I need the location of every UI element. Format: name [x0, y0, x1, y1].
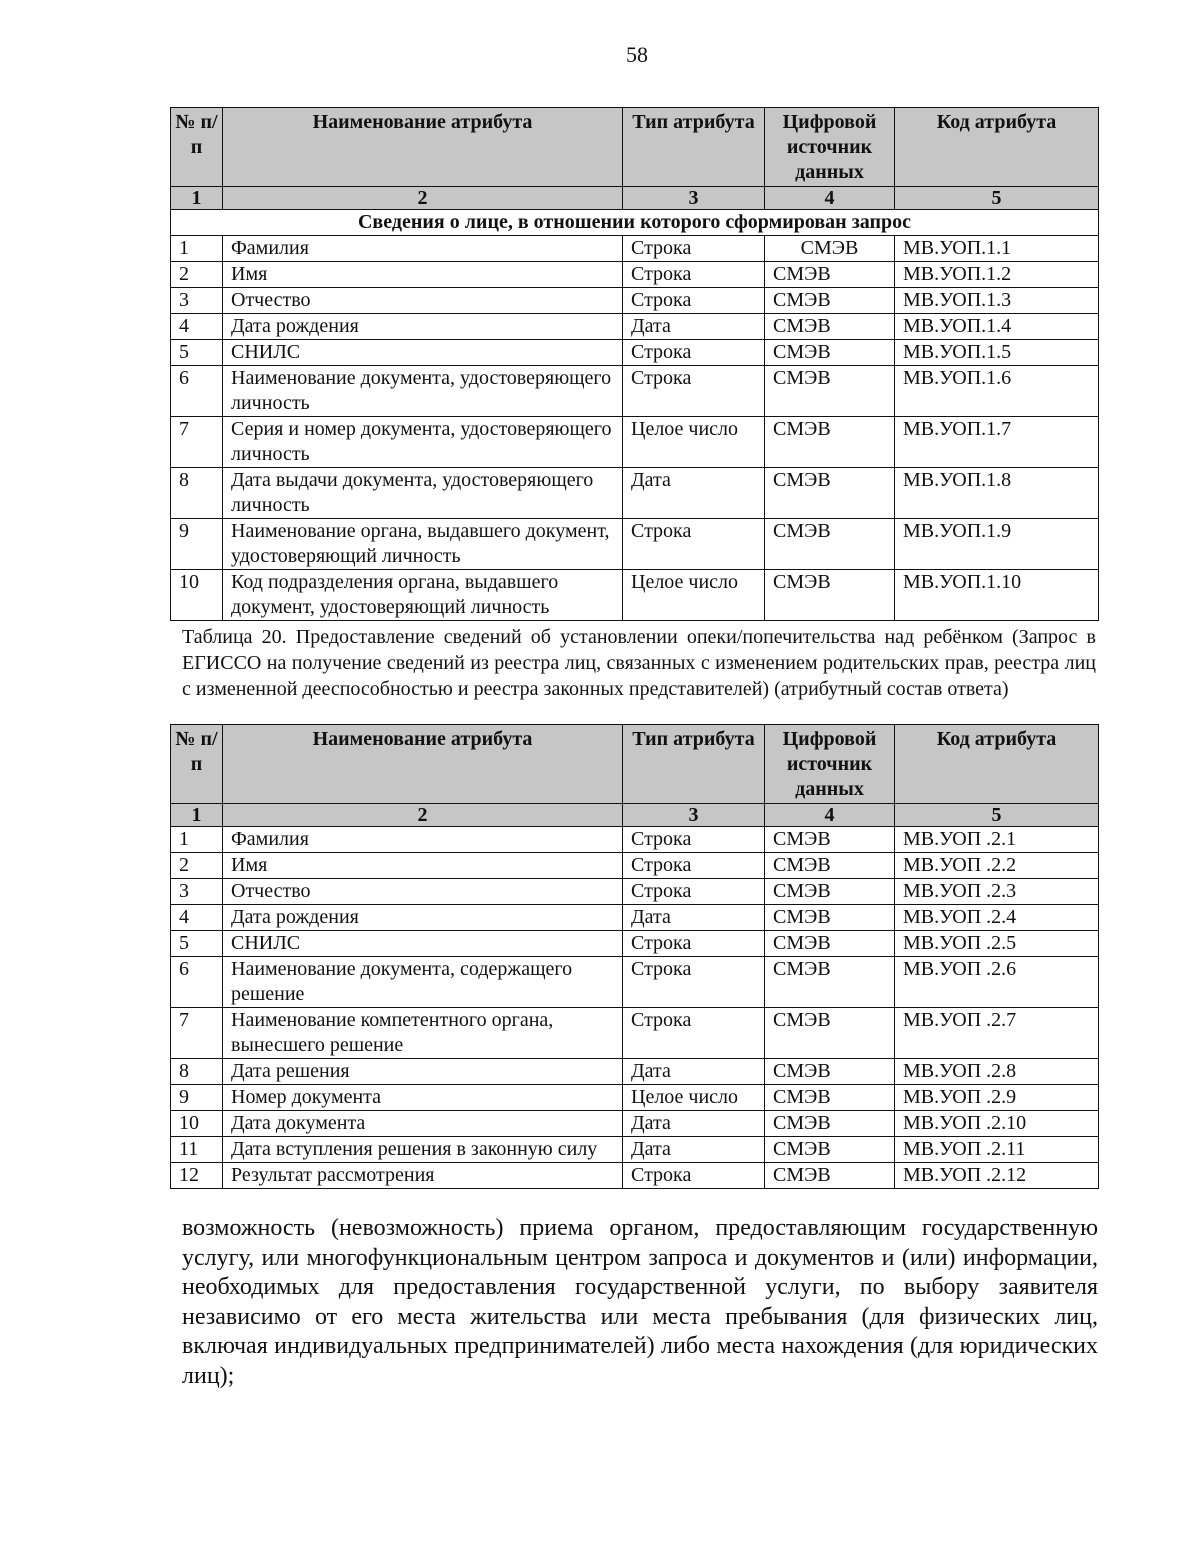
cell-type: Строка — [623, 288, 765, 314]
table-row — [171, 827, 1099, 853]
col-header-source: Цифровой источник данных — [765, 108, 895, 187]
cell-source: СМЭВ — [765, 570, 895, 621]
cell-name: Наименование компетентного органа, вынесшего решение — [223, 1008, 623, 1059]
table-row — [171, 340, 1099, 366]
table-row — [171, 1163, 1099, 1189]
cell-type: Строка — [623, 340, 765, 366]
cell-name: Фамилия — [223, 827, 623, 853]
cell-source: СМЭВ — [765, 879, 895, 905]
cell-name: Код подразделения органа, выдавшего документ, удостоверяющий личность — [223, 570, 623, 621]
table-row — [171, 288, 1099, 314]
table-row — [171, 366, 1099, 417]
cell-name: Отчество — [223, 288, 623, 314]
table-row — [171, 1059, 1099, 1085]
cell-type: Строка — [623, 931, 765, 957]
cell-source: СМЭВ — [765, 236, 895, 262]
cell-type: Целое число — [623, 417, 765, 468]
cell-type: Строка — [623, 827, 765, 853]
cell-type: Строка — [623, 519, 765, 570]
cell-name: Наименование документа, удостоверяющего личность — [223, 366, 623, 417]
cell-type: Строка — [623, 262, 765, 288]
body-paragraph: возможность (невозможность) приема органом, предоставляющим государственную услугу, или многофункциональным центром запроса и документов и (или) информации, необходимых для предоставления государственной услуги, по выбору заявителя независимо от его места жительства или места пребывания (для физических лиц, включая индивидуальных предпринимателей) либо места нахождения (для юридических лиц); — [182, 1215, 1098, 1389]
cell-type: Строка — [623, 879, 765, 905]
table-row — [171, 1008, 1099, 1059]
cell-num: 5 — [171, 340, 223, 366]
cell-type: Дата — [623, 468, 765, 519]
cell-source: СМЭВ — [765, 853, 895, 879]
table-row — [171, 468, 1099, 519]
cell-source: СМЭВ — [765, 1137, 895, 1163]
cell-num: 10 — [171, 1111, 223, 1137]
cell-name: СНИЛС — [223, 340, 623, 366]
col-number: 4 — [765, 187, 895, 210]
cell-source: СМЭВ — [765, 1085, 895, 1111]
cell-name: Дата решения — [223, 1059, 623, 1085]
cell-source: СМЭВ — [765, 905, 895, 931]
cell-name: Отчество — [223, 879, 623, 905]
cell-num: 6 — [171, 366, 223, 417]
cell-name: Номер документа — [223, 1085, 623, 1111]
cell-code: МВ.УОП.1.6 — [895, 366, 1099, 417]
table-row — [171, 1111, 1099, 1137]
cell-num: 2 — [171, 262, 223, 288]
cell-num: 9 — [171, 519, 223, 570]
cell-code: МВ.УОП .2.12 — [895, 1163, 1099, 1189]
cell-code: МВ.УОП .2.10 — [895, 1111, 1099, 1137]
table-row — [171, 1085, 1099, 1111]
cell-source: СМЭВ — [765, 417, 895, 468]
cell-num: 3 — [171, 288, 223, 314]
cell-code: МВ.УОП .2.6 — [895, 957, 1099, 1008]
cell-code: МВ.УОП.1.3 — [895, 288, 1099, 314]
cell-code: МВ.УОП.1.4 — [895, 314, 1099, 340]
cell-name: Наименование документа, содержащего решение — [223, 957, 623, 1008]
cell-name: Результат рассмотрения — [223, 1163, 623, 1189]
cell-code: МВ.УОП.1.9 — [895, 519, 1099, 570]
cell-name: Дата выдачи документа, удостоверяющего личность — [223, 468, 623, 519]
cell-source: СМЭВ — [765, 262, 895, 288]
attributes-table-2 — [170, 724, 1099, 1189]
col-number: 2 — [223, 804, 623, 827]
col-header-type: Тип атрибута — [623, 108, 765, 187]
cell-num: 1 — [171, 827, 223, 853]
page-number: 58 — [626, 42, 648, 67]
cell-type: Целое число — [623, 1085, 765, 1111]
col-number: 2 — [223, 187, 623, 210]
table-row — [171, 262, 1099, 288]
attributes-table-1 — [170, 107, 1099, 621]
cell-source: СМЭВ — [765, 931, 895, 957]
col-number: 4 — [765, 804, 895, 827]
cell-source: СМЭВ — [765, 519, 895, 570]
col-header-type: Тип атрибута — [623, 725, 765, 804]
cell-code: МВ.УОП .2.11 — [895, 1137, 1099, 1163]
cell-code: МВ.УОП .2.2 — [895, 853, 1099, 879]
cell-type: Дата — [623, 1111, 765, 1137]
cell-num: 4 — [171, 905, 223, 931]
cell-num: 12 — [171, 1163, 223, 1189]
col-number: 3 — [623, 187, 765, 210]
table-row — [171, 931, 1099, 957]
cell-type: Строка — [623, 236, 765, 262]
table-row — [171, 519, 1099, 570]
cell-num: 10 — [171, 570, 223, 621]
col-header-code: Код атрибута — [895, 725, 1099, 804]
cell-name: Серия и номер документа, удостоверяющего личность — [223, 417, 623, 468]
table-caption: Таблица 20. Предоставление сведений об установлении опеки/попечительства над ребёнком (Запрос в ЕГИССО на получение сведений из реестра лиц, связанных с изменением родительских прав, реестра лиц с измененной дееспособностью и реестра законных представителей) (атрибутный состав ответа) — [182, 626, 1096, 700]
col-header-num: № п/п — [171, 108, 223, 187]
cell-code: МВ.УОП.1.10 — [895, 570, 1099, 621]
cell-type: Целое число — [623, 570, 765, 621]
cell-source: СМЭВ — [765, 366, 895, 417]
col-header-num: № п/п — [171, 725, 223, 804]
cell-code: МВ.УОП.1.1 — [895, 236, 1099, 262]
cell-name: Дата рождения — [223, 314, 623, 340]
section-title: Сведения о лице, в отношении которого сформирован запрос — [171, 210, 1099, 236]
col-header-source: Цифровой источник данных — [765, 725, 895, 804]
cell-name: Дата документа — [223, 1111, 623, 1137]
table-row — [171, 957, 1099, 1008]
cell-type: Дата — [623, 905, 765, 931]
cell-source: СМЭВ — [765, 827, 895, 853]
cell-code: МВ.УОП .2.3 — [895, 879, 1099, 905]
cell-type: Строка — [623, 853, 765, 879]
cell-num: 1 — [171, 236, 223, 262]
col-header-name: Наименование атрибута — [223, 108, 623, 187]
cell-type: Строка — [623, 366, 765, 417]
cell-num: 8 — [171, 1059, 223, 1085]
cell-name: Дата вступления решения в законную силу — [223, 1137, 623, 1163]
cell-code: МВ.УОП.1.5 — [895, 340, 1099, 366]
cell-num: 4 — [171, 314, 223, 340]
cell-code: МВ.УОП.1.8 — [895, 468, 1099, 519]
cell-source: СМЭВ — [765, 340, 895, 366]
cell-code: МВ.УОП.1.7 — [895, 417, 1099, 468]
cell-num: 3 — [171, 879, 223, 905]
cell-num: 8 — [171, 468, 223, 519]
cell-source: СМЭВ — [765, 1163, 895, 1189]
col-number: 5 — [895, 187, 1099, 210]
cell-source: СМЭВ — [765, 468, 895, 519]
cell-type: Дата — [623, 314, 765, 340]
cell-code: МВ.УОП .2.4 — [895, 905, 1099, 931]
cell-type: Дата — [623, 1059, 765, 1085]
cell-source: СМЭВ — [765, 1111, 895, 1137]
col-header-code: Код атрибута — [895, 108, 1099, 187]
cell-source: СМЭВ — [765, 1008, 895, 1059]
cell-source: СМЭВ — [765, 1059, 895, 1085]
cell-name: СНИЛС — [223, 931, 623, 957]
cell-source: СМЭВ — [765, 957, 895, 1008]
cell-type: Строка — [623, 1008, 765, 1059]
table-row — [171, 570, 1099, 621]
cell-num: 11 — [171, 1137, 223, 1163]
table-row — [171, 314, 1099, 340]
cell-source: СМЭВ — [765, 288, 895, 314]
cell-code: МВ.УОП.1.2 — [895, 262, 1099, 288]
col-number: 1 — [171, 187, 223, 210]
col-number: 1 — [171, 804, 223, 827]
cell-num: 5 — [171, 931, 223, 957]
cell-code: МВ.УОП .2.5 — [895, 931, 1099, 957]
table-row — [171, 236, 1099, 262]
cell-code: МВ.УОП .2.1 — [895, 827, 1099, 853]
table-row — [171, 879, 1099, 905]
table-row — [171, 905, 1099, 931]
cell-name: Имя — [223, 262, 623, 288]
cell-type: Дата — [623, 1137, 765, 1163]
cell-code: МВ.УОП .2.8 — [895, 1059, 1099, 1085]
cell-name: Дата рождения — [223, 905, 623, 931]
cell-name: Имя — [223, 853, 623, 879]
cell-num: 7 — [171, 417, 223, 468]
cell-num: 9 — [171, 1085, 223, 1111]
col-number: 3 — [623, 804, 765, 827]
cell-source: СМЭВ — [765, 314, 895, 340]
cell-type: Строка — [623, 1163, 765, 1189]
cell-num: 2 — [171, 853, 223, 879]
table-row — [171, 417, 1099, 468]
cell-name: Фамилия — [223, 236, 623, 262]
cell-num: 7 — [171, 1008, 223, 1059]
cell-code: МВ.УОП .2.9 — [895, 1085, 1099, 1111]
cell-name: Наименование органа, выдавшего документ, удостоверяющий личность — [223, 519, 623, 570]
col-header-name: Наименование атрибута — [223, 725, 623, 804]
col-number: 5 — [895, 804, 1099, 827]
table-row — [171, 853, 1099, 879]
cell-num: 6 — [171, 957, 223, 1008]
table-row — [171, 1137, 1099, 1163]
cell-type: Строка — [623, 957, 765, 1008]
cell-code: МВ.УОП .2.7 — [895, 1008, 1099, 1059]
